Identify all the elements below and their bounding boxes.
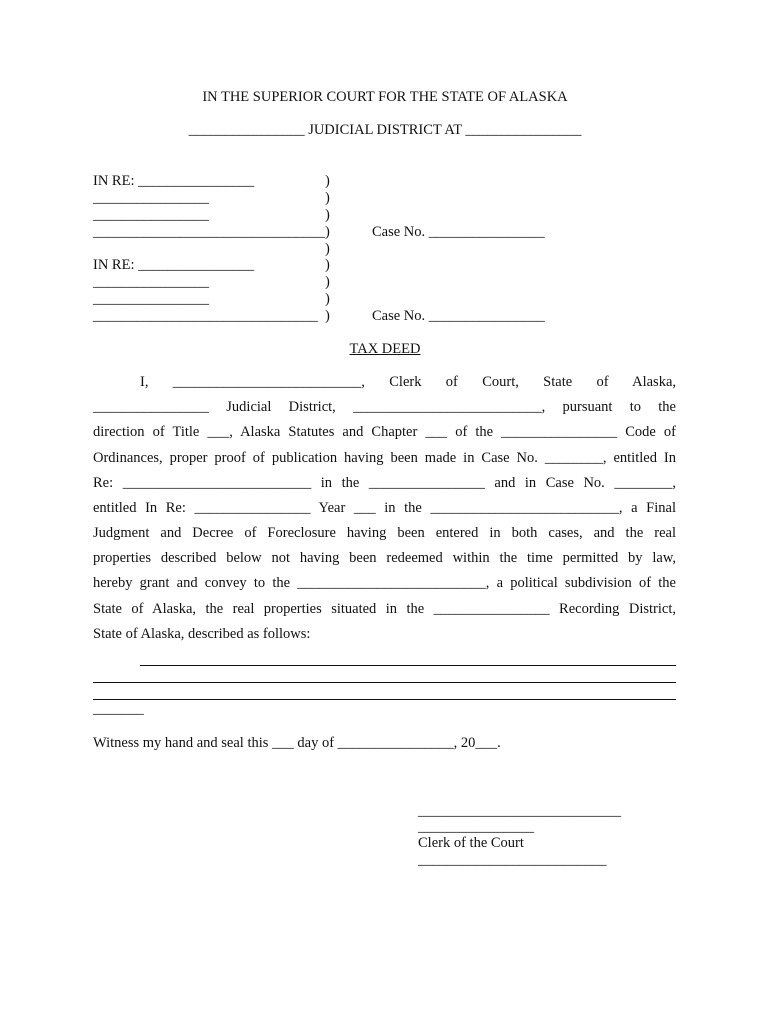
caption-paren: ) — [325, 241, 330, 257]
caption-paren: ) — [325, 274, 330, 290]
in-re-line-2: IN RE: ________________ — [93, 257, 255, 273]
clerk-label: Clerk of the Court — [418, 835, 524, 851]
case-number-1: Case No. ________________ — [372, 224, 545, 240]
body-line: direction of Title ___, Alaska Statutes and Chapter ___ of the ________________ Code of — [93, 424, 676, 440]
body-line: Ordinances, proper proof of publication having been made in Case No. ________, entitled In — [93, 450, 676, 466]
body-line: State of Alaska, the real properties situated in the ________________ Recording District, — [93, 601, 676, 617]
caption-paren: ) — [325, 257, 330, 273]
body-line: Judgment and Decree of Foreclosure having been entered in both cases, and the real — [93, 525, 676, 541]
signature-line-bottom: __________________________ — [418, 852, 607, 868]
description-rule — [93, 682, 676, 683]
caption-blank-line: ________________________________ — [93, 224, 325, 240]
caption-blank-line: ________________ — [93, 274, 209, 290]
caption-blank-line: ________________ — [93, 291, 209, 307]
body-line: entitled In Re: ________________ Year ___ in the __________________________, a Final — [93, 500, 676, 516]
caption-blank-line: ________________ — [93, 207, 209, 223]
body-line: properties described below not having been redeemed within the time permitted by law, — [93, 550, 676, 566]
document-title: TAX DEED — [349, 341, 421, 357]
description-rule — [140, 665, 676, 666]
caption-paren: ) — [325, 207, 330, 223]
body-line: ________________ Judicial District, __________________________, pursuant to the — [93, 399, 676, 415]
description-rule — [93, 699, 676, 700]
body-line: Re: __________________________ in the ________________ and in Case No. ________, — [93, 475, 676, 491]
caption-paren: ) — [325, 291, 330, 307]
signature-line-short: ________________ — [418, 819, 534, 835]
signature-line: ____________________________ — [418, 803, 621, 819]
judicial-district-line: ________________ JUDICIAL DISTRICT AT ________________ — [188, 122, 582, 138]
case-number-2: Case No. ________________ — [372, 308, 545, 324]
caption-paren: ) — [325, 173, 330, 189]
caption-blank-line: _______________________________ — [93, 308, 318, 324]
in-re-line-1: IN RE: ________________ — [93, 173, 255, 189]
body-line: hereby grant and convey to the __________________________, a political subdivision of the — [93, 575, 676, 591]
court-heading: IN THE SUPERIOR COURT FOR THE STATE OF ALASKA — [202, 89, 568, 105]
witness-line: Witness my hand and seal this ___ day of ________________, 20___. — [93, 735, 501, 751]
caption-paren: ) — [325, 308, 330, 324]
caption-paren: ) — [325, 190, 330, 206]
body-last-line: State of Alaska, described as follows: — [93, 626, 311, 642]
body-line: I, __________________________, Clerk of Court, State of Alaska, — [140, 374, 676, 390]
caption-blank-line: ________________ — [93, 190, 209, 206]
caption-paren: ) — [325, 224, 330, 240]
description-tail: _______ — [93, 701, 144, 717]
